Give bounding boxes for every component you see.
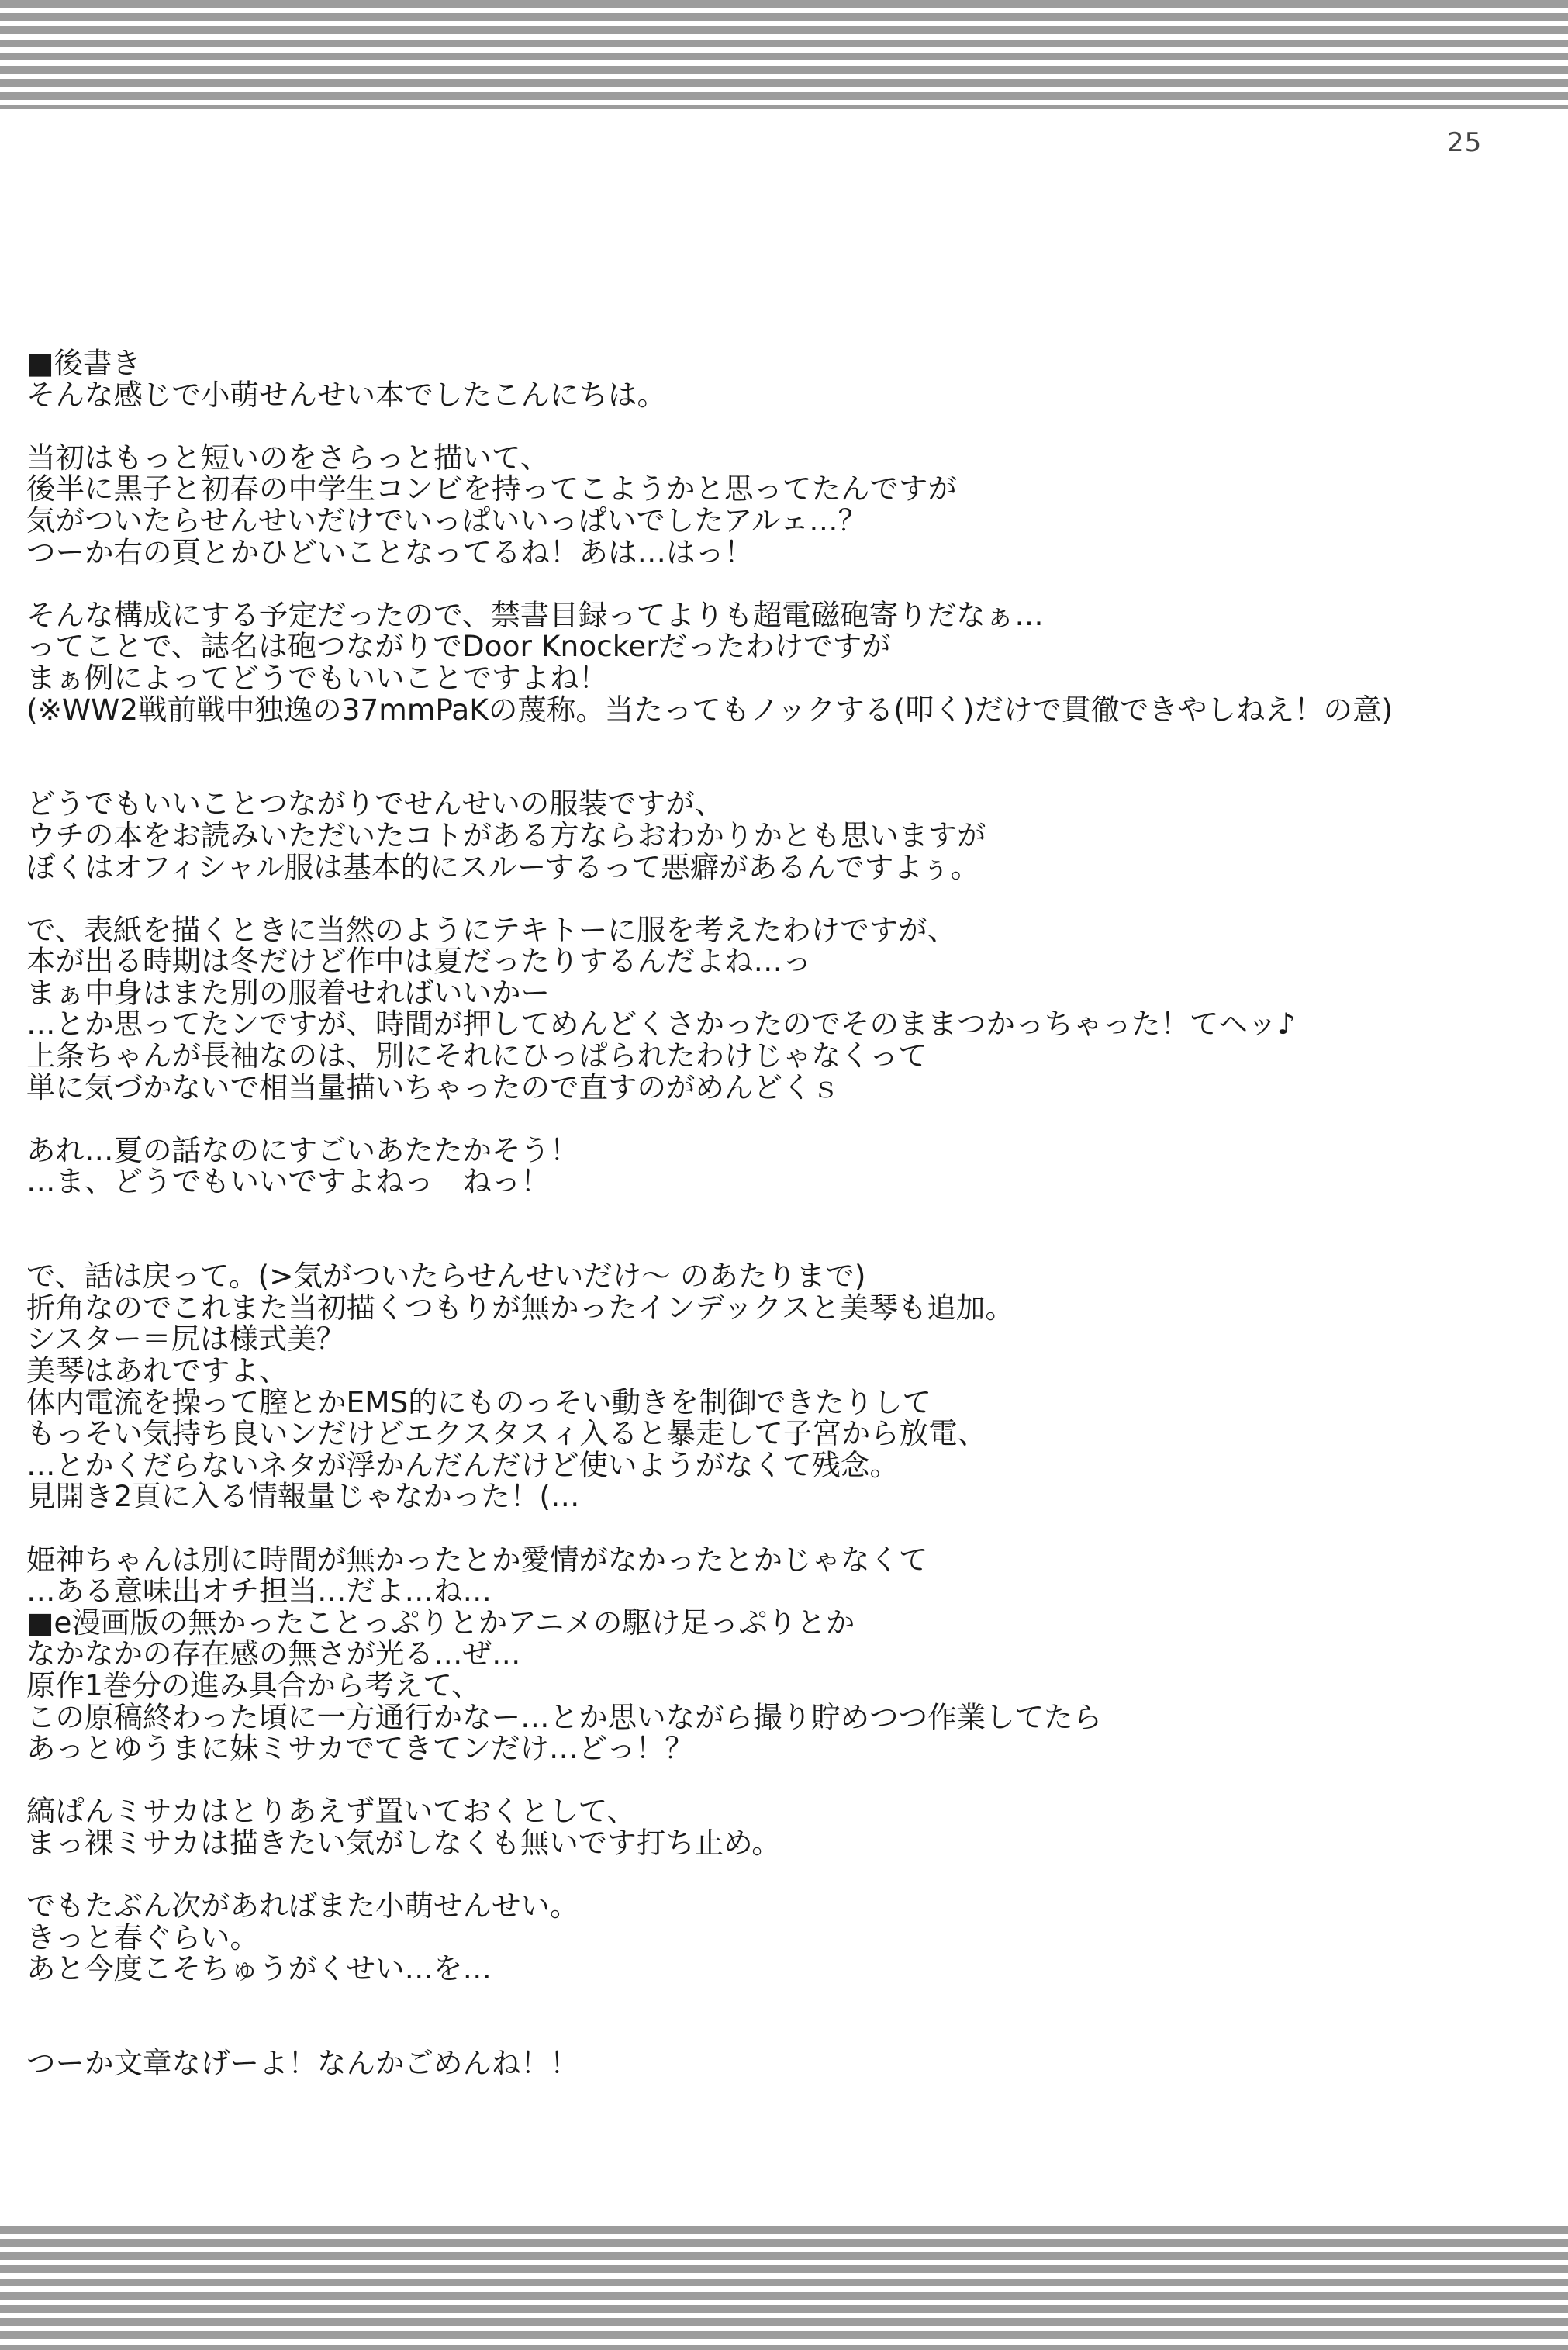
text-line: きっと春ぐらい。 (26, 1920, 259, 1954)
paragraph (26, 597, 1546, 727)
text-line: ってことで、誌名は砲つながりでDoor Knockerだったわけですが (26, 629, 891, 664)
paragraph (26, 2048, 1546, 2079)
text-line: 姫神ちゃんは別に時間が無かったとか愛情がなかったとかじゃなくて (26, 1542, 928, 1577)
text-line: …とかくだらないネタが浮かんだんだけど使いようがなくて残念。 (26, 1447, 899, 1482)
top-stripe-border (0, 0, 1568, 109)
text-line: シスター＝尻は様式美？ (26, 1322, 346, 1356)
paragraph (26, 914, 1546, 1104)
text-line: そんな感じで小萌せんせい本でしたこんにちは。 (26, 377, 666, 412)
bottom-stripe-border (0, 2226, 1568, 2350)
paragraph-gap (26, 883, 1546, 914)
text-line: 上条ちゃんが長袖なのは、別にそれにひっぱられたわけじゃなくって (26, 1038, 927, 1073)
text-line: そんな構成にする予定だったので、禁書目録ってよりも超電磁砲寄りだなぁ… (26, 597, 1044, 632)
text-line: あっとゆうまに妹ミサカでてきてンだけ…どっ！？ (26, 1731, 694, 1766)
paragraph (26, 347, 1546, 410)
text-line: でもたぶん次があればまた小萌せんせい。 (26, 1889, 579, 1923)
text-line: あと今度こそちゅうがくせい…を… (26, 1951, 492, 1986)
text-line: 原作1巻分の進み具合から考えて、 (26, 1667, 481, 1702)
paragraph (26, 1795, 1546, 1858)
text-line: まぁ例によってどうでもいいことですよね！ (26, 660, 608, 695)
text-line: 見開き2頁に入る情報量じゃなかった！(… (26, 1479, 580, 1514)
paragraph-gap (26, 1197, 1546, 1260)
paragraph-gap (26, 568, 1546, 600)
text-line: ■後書き (26, 346, 141, 380)
paragraph (26, 788, 1546, 883)
text-line: …ある意味出オチ担当…だよ…ね… (26, 1574, 492, 1609)
paragraph (26, 1890, 1546, 1985)
paragraph (26, 442, 1546, 568)
paragraph-gap (26, 1764, 1546, 1796)
text-line: ■e漫画版の無かったことっぷりとかアニメの駆け足っぷりとか (26, 1605, 855, 1640)
text-line: ぼくはオフィシャル服は基本的にスルーするって悪癖があるんですよぅ。 (26, 849, 980, 884)
paragraph-gap (26, 410, 1546, 442)
text-line: 縞ぱんミサカはとりあえず置いておくとして、 (26, 1794, 636, 1829)
text-line: (※WW2戦前戦中独逸の37mmPaKの蔑称。当たってもノックする(叩く)だけで貫徹できやしねえ！の意) (26, 692, 1394, 727)
text-line: つーか文章なげーよ！なんかごめんね！！ (26, 2046, 579, 2081)
text-line: どうでもいいことつながりでせんせいの服装ですが、 (26, 786, 724, 821)
paragraph-gap (26, 725, 1546, 788)
text-line: で、話は戻って。(>気がついたらせんせいだけ～ のあたりまで) (26, 1259, 866, 1294)
paragraph (26, 1544, 1546, 1764)
text-line: …とか思ってたンですが、時間が押してめんどくさかったのでそのままつかっちゃった！てヘッ♪ (26, 1007, 1296, 1042)
paragraph-gap (26, 1103, 1546, 1135)
text-line: まっ裸ミサカは描きたい気がしなくも無いです打ち止め。 (26, 1825, 781, 1860)
text-line: 当初はもっと短いのをさらっと描いて、 (26, 440, 550, 475)
text-line: 体内電流を操って膣とかEMS的にものっそい動きを制御できたりして (26, 1384, 931, 1419)
text-line: なかなかの存在感の無さが光る…ぜ… (26, 1636, 521, 1671)
text-line: まぁ中身はまた別の服着せればいいかー (26, 975, 550, 1010)
paragraph-gap (26, 1859, 1546, 1891)
text-line: 本が出る時期は冬だけど作中は夏だったりするんだよね…っ (26, 944, 812, 979)
text-line: …ま、どうでもいいですよねっ ねっ！ (26, 1164, 550, 1199)
text-line: もっそい気持ち良いンだけどエクスタスィ入ると暴走して子宮から放電、 (26, 1416, 987, 1451)
paragraph (26, 1132, 1546, 1199)
text-line: あれ…夏の話なのにすごいあたたかそう！ (26, 1132, 579, 1167)
text-line: で、表紙を描くときに当然のようにテキトーに服を考えたわけですが、 (26, 912, 957, 947)
page-number: 25 (1447, 127, 1483, 158)
paragraph-gap (26, 1985, 1546, 2048)
text-line: この原稿終わった頃に一方通行かなー…とか思いながら撮り貯めつつ作業してたら (26, 1699, 1103, 1734)
afterword-text (26, 347, 1546, 2079)
text-line: 折角なのでこれまた当初描くつもりが無かったインデックスと美琴も追加。 (26, 1290, 1014, 1325)
text-line: 気がついたらせんせいだけでいっぱいいっぱいでしたアルェ…？ (26, 503, 868, 537)
text-line: 美琴はあれですよ、 (26, 1353, 288, 1388)
paragraph (26, 1260, 1546, 1512)
text-line: つーか右の頁とかひどいことなってるね！あは…はっ！ (26, 534, 754, 569)
paragraph-gap (26, 1512, 1546, 1544)
text-line: ウチの本をお読みいただいたコトがある方ならおわかりかとも思いますが (26, 817, 986, 852)
text-line: 単に気づかないで相当量描いちゃったので直すのがめんどくｓ (26, 1070, 841, 1104)
text-line: 後半に黒子と初春の中学生コンビを持ってこようかと思ってたんですが (26, 472, 957, 506)
